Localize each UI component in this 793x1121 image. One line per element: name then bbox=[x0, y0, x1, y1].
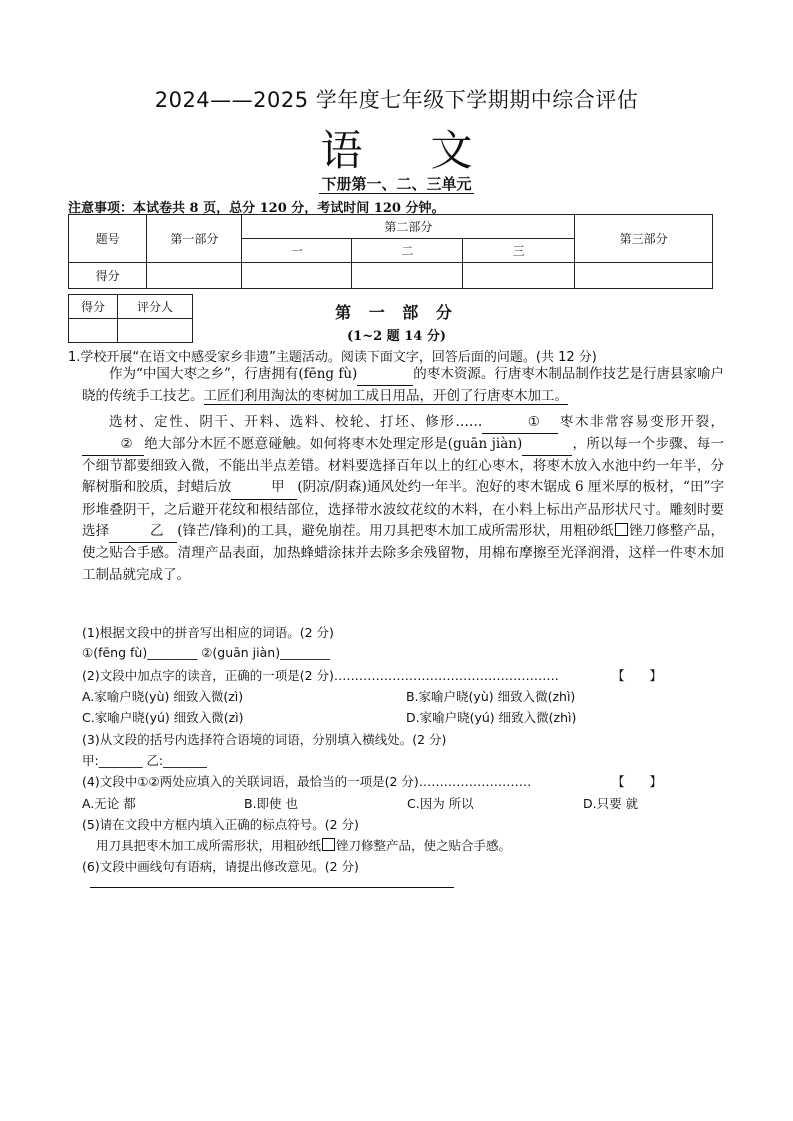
passage-text: (阴凉/阴森)通风处约一年半。泡好的枣木锯成 6 厘米厚的板材，“田”字形堆叠阴干，之后避开花纹和根结部位，选择带水波纹花纹的木料，在小料上标出产品形状尺寸。雕刻时要选择 bbox=[82, 479, 724, 540]
subquestion-5-quote bbox=[96, 836, 511, 854]
option-2c[interactable]: C.家喻户晓(yú) 细致入微(zì) bbox=[82, 710, 244, 725]
subquestion-3: (3)从文段的括号内选择符合语境的词语，分别填入横线处。(2 分) bbox=[82, 732, 447, 747]
option-2a[interactable]: A.家喻户晓(yù) 细致入微(zì) bbox=[82, 689, 244, 704]
passage-text: 选材、定性、阴干、开料、选料、校轮、打坯、修形…… bbox=[109, 413, 483, 430]
grader-score-label: 得分 bbox=[69, 295, 118, 319]
score-cell-col3[interactable] bbox=[463, 263, 575, 289]
question-stem: 1.学校开展“在语文中感受家乡非遗”主题活动。阅读下面文字，回答后面的问题。(共 12 分) bbox=[68, 350, 597, 365]
pinyin-blank-guanjian[interactable] bbox=[522, 434, 572, 456]
subquestion-2 bbox=[82, 666, 662, 684]
passage-text: ，所以每一个步骤、每一个细节都要细致入微，不能出半点差错。材料要选择百年以上的红心枣木，将枣木放入水池中约一年半，分解树脂和胶质，封蜡后放 bbox=[82, 435, 725, 496]
option-4c[interactable]: C.因为 所以 bbox=[407, 796, 474, 811]
subquestion-6: (6)文段中画线句有语病，请提出修改意见。(2 分) bbox=[82, 859, 359, 874]
option-2b[interactable]: B.家喻户晓(yù) 细致入微(zhì) bbox=[406, 689, 576, 704]
subquestion-3-answer[interactable]: 甲:_______ 乙:_______ bbox=[82, 753, 207, 768]
passage-paragraph-2 bbox=[82, 412, 724, 586]
punctuation-box[interactable] bbox=[615, 523, 628, 536]
passage-text: 锉刀修整产品，使之贴合手感。清理产品表面，加热蜂蜡涂抹并去除多余残留物，用棉布摩擦至光泽润滑，这样一件枣木加工制品就完成了。 bbox=[82, 523, 724, 583]
exam-scope bbox=[0, 173, 793, 194]
answer-bracket-2[interactable]: 【 】 bbox=[611, 668, 662, 683]
punctuation-box-quote[interactable] bbox=[322, 838, 335, 851]
score-table-col-2: 二 bbox=[352, 239, 463, 263]
subquestion-1: (1)根据文段中的拼音写出相应的词语。(2 分) bbox=[82, 625, 334, 640]
score-cell-col2[interactable] bbox=[352, 263, 463, 289]
underlined-sentence: 工匠们利用淘汰的枣树加工成日用品，开创了行唐枣木加工。 bbox=[203, 388, 568, 405]
score-table-header-label: 题号 bbox=[69, 215, 147, 263]
score-table-part2: 第二部分 bbox=[242, 215, 575, 239]
subject-char-1: 语 bbox=[320, 126, 363, 175]
score-cell-part3[interactable] bbox=[575, 263, 713, 289]
option-2d[interactable]: D.家喻户晓(yú) 细致入微(zhì) bbox=[406, 710, 577, 725]
score-table-col-1: 一 bbox=[242, 239, 352, 263]
subject-char-2: 文 bbox=[430, 126, 473, 175]
subquestion-4 bbox=[82, 772, 662, 790]
subquestion-2-text: (2)文段中加点字的读音，正确的一项是(2 分)……………………………………………… bbox=[82, 668, 559, 683]
section-subtitle: (1~2 题 14 分) bbox=[347, 329, 446, 344]
score-cell-col1[interactable] bbox=[242, 263, 352, 289]
subject-title bbox=[0, 118, 793, 178]
answer-line-6[interactable] bbox=[90, 887, 454, 888]
subquestion-1-answer[interactable]: ①(fēng fù)________ ②(guān jiàn)________ bbox=[82, 645, 331, 660]
option-4d[interactable]: D.只要 就 bbox=[583, 796, 639, 811]
passage-paragraph-1 bbox=[82, 364, 724, 408]
score-table bbox=[68, 214, 713, 289]
option-4a[interactable]: A.无论 都 bbox=[82, 796, 136, 811]
score-table-part1: 第一部分 bbox=[147, 215, 242, 263]
section-title: 第 一 部 分 bbox=[335, 303, 458, 322]
answer-bracket-4[interactable]: 【 】 bbox=[611, 774, 662, 789]
blank-jia[interactable]: 甲 bbox=[231, 477, 297, 499]
exam-title: 2024——2025 学年度七年级下学期期中综合评估 bbox=[154, 88, 639, 112]
pinyin-blank-fengfu[interactable] bbox=[357, 364, 413, 386]
reading-passage bbox=[82, 364, 724, 586]
exam-notice: 注意事项：本试卷共 8 页，总分 120 分，考试时间 120 分钟。 bbox=[68, 201, 445, 216]
passage-text: (锋芒/锋利)的工具，避免崩茬。用刀具把枣木加工成所需形状，用粗砂纸 bbox=[177, 523, 614, 540]
passage-text: 枣木非常容易变形开裂， bbox=[558, 413, 725, 430]
subquestion-4-text: (4)文段中①②两处应填入的关联词语，最恰当的一项是(2 分)……………………… bbox=[82, 774, 532, 789]
option-4b[interactable]: B.即使 也 bbox=[244, 796, 299, 811]
score-table-part3: 第三部分 bbox=[575, 215, 713, 263]
quote-text: 用刀具把枣木加工成所需形状，用粗砂纸 bbox=[96, 838, 322, 853]
exam-scope-text: 下册第一、二、三单元 bbox=[321, 175, 472, 193]
blank-yi[interactable]: 乙 bbox=[109, 521, 177, 543]
subquestion-5: (5)请在文段中方框内填入正确的标点符号。(2 分) bbox=[82, 817, 359, 832]
score-cell-part1[interactable] bbox=[147, 263, 242, 289]
score-table-col-3: 三 bbox=[463, 239, 575, 263]
blank-2[interactable]: ② bbox=[82, 434, 144, 456]
grader-name-label: 评分人 bbox=[118, 295, 193, 319]
passage-text: 的枣木资源。行唐枣木制品制作技艺是行唐县家喻户晓的传统手工技艺。 bbox=[82, 366, 724, 405]
quote-text: 锉刀修整产品，使之贴合手感。 bbox=[336, 838, 512, 853]
score-table-score-label: 得分 bbox=[69, 263, 147, 289]
blank-1[interactable]: ① bbox=[482, 412, 558, 434]
passage-text: 作为“中国大枣之乡”，行唐拥有(fēng fù) bbox=[109, 366, 358, 382]
passage-text: 绝大部分木匠不愿意碰触。如何将枣木处理定形是(guān jiàn) bbox=[144, 435, 523, 452]
